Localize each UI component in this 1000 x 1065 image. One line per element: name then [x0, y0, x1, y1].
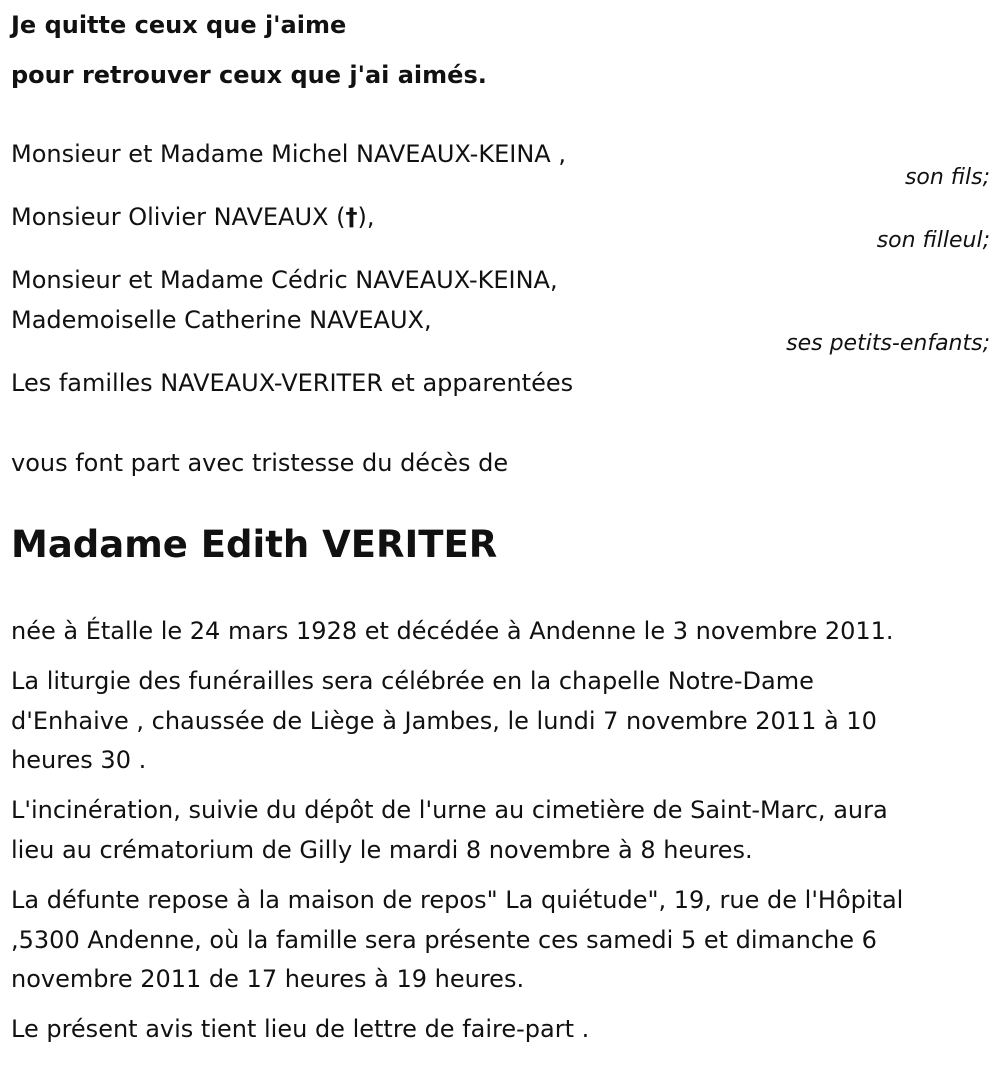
cremation-line-2: lieu au crématorium de Gilly le mardi 8 novembre à 8 heures. — [11, 836, 753, 864]
family-son: Monsieur et Madame Michel NAVEAUX-KEINA , — [11, 140, 566, 168]
faire-part-notice: Le présent avis tient lieu de lettre de faire-part . — [11, 1015, 590, 1043]
relation-son: son fils; — [904, 165, 990, 190]
rest-line-2: ,5300 Andenne, où la famille sera présente ces samedi 5 et dimanche 6 — [11, 926, 877, 954]
family-grandchild-2: Mademoiselle Catherine NAVEAUX, — [11, 306, 432, 334]
motto-line-2: pour retrouver ceux que j'ai aimés. — [11, 61, 487, 89]
announcement-text: vous font part avec tristesse du décès de — [11, 449, 509, 477]
cremation-line-1: L'incinération, suivie du dépôt de l'urne au cimetière de Saint-Marc, aura — [11, 796, 888, 824]
family-grandchild-1: Monsieur et Madame Cédric NAVEAUX-KEINA, — [11, 266, 558, 294]
rest-line-3: novembre 2011 de 17 heures à 19 heures. — [11, 965, 525, 993]
liturgy-line-3: heures 30 . — [11, 746, 147, 774]
family-relatives: Les familles NAVEAUX-VERITER et apparentées — [11, 369, 574, 397]
liturgy-line-2: d'Enhaive , chaussée de Liège à Jambes, le lundi 7 novembre 2011 à 10 — [11, 707, 877, 735]
relation-godson: son filleul; — [876, 228, 990, 253]
birth-death-line: née à Étalle le 24 mars 1928 et décédée à Andenne le 3 novembre 2011. — [11, 617, 894, 645]
cross-icon: † — [345, 203, 358, 231]
motto-line-1: Je quitte ceux que j'aime — [11, 11, 347, 39]
rest-line-1: La défunte repose à la maison de repos" La quiétude", 19, rue de l'Hôpital — [11, 886, 904, 914]
godson-name-start: Monsieur Olivier NAVEAUX ( — [11, 203, 346, 231]
godson-name-end: ), — [357, 203, 375, 231]
family-godson — [11, 202, 374, 232]
deceased-name: Madame Edith VERITER — [11, 523, 498, 566]
relation-grandchildren: ses petits-enfants; — [786, 331, 990, 356]
liturgy-line-1: La liturgie des funérailles sera célébrée en la chapelle Notre-Dame — [11, 667, 814, 695]
